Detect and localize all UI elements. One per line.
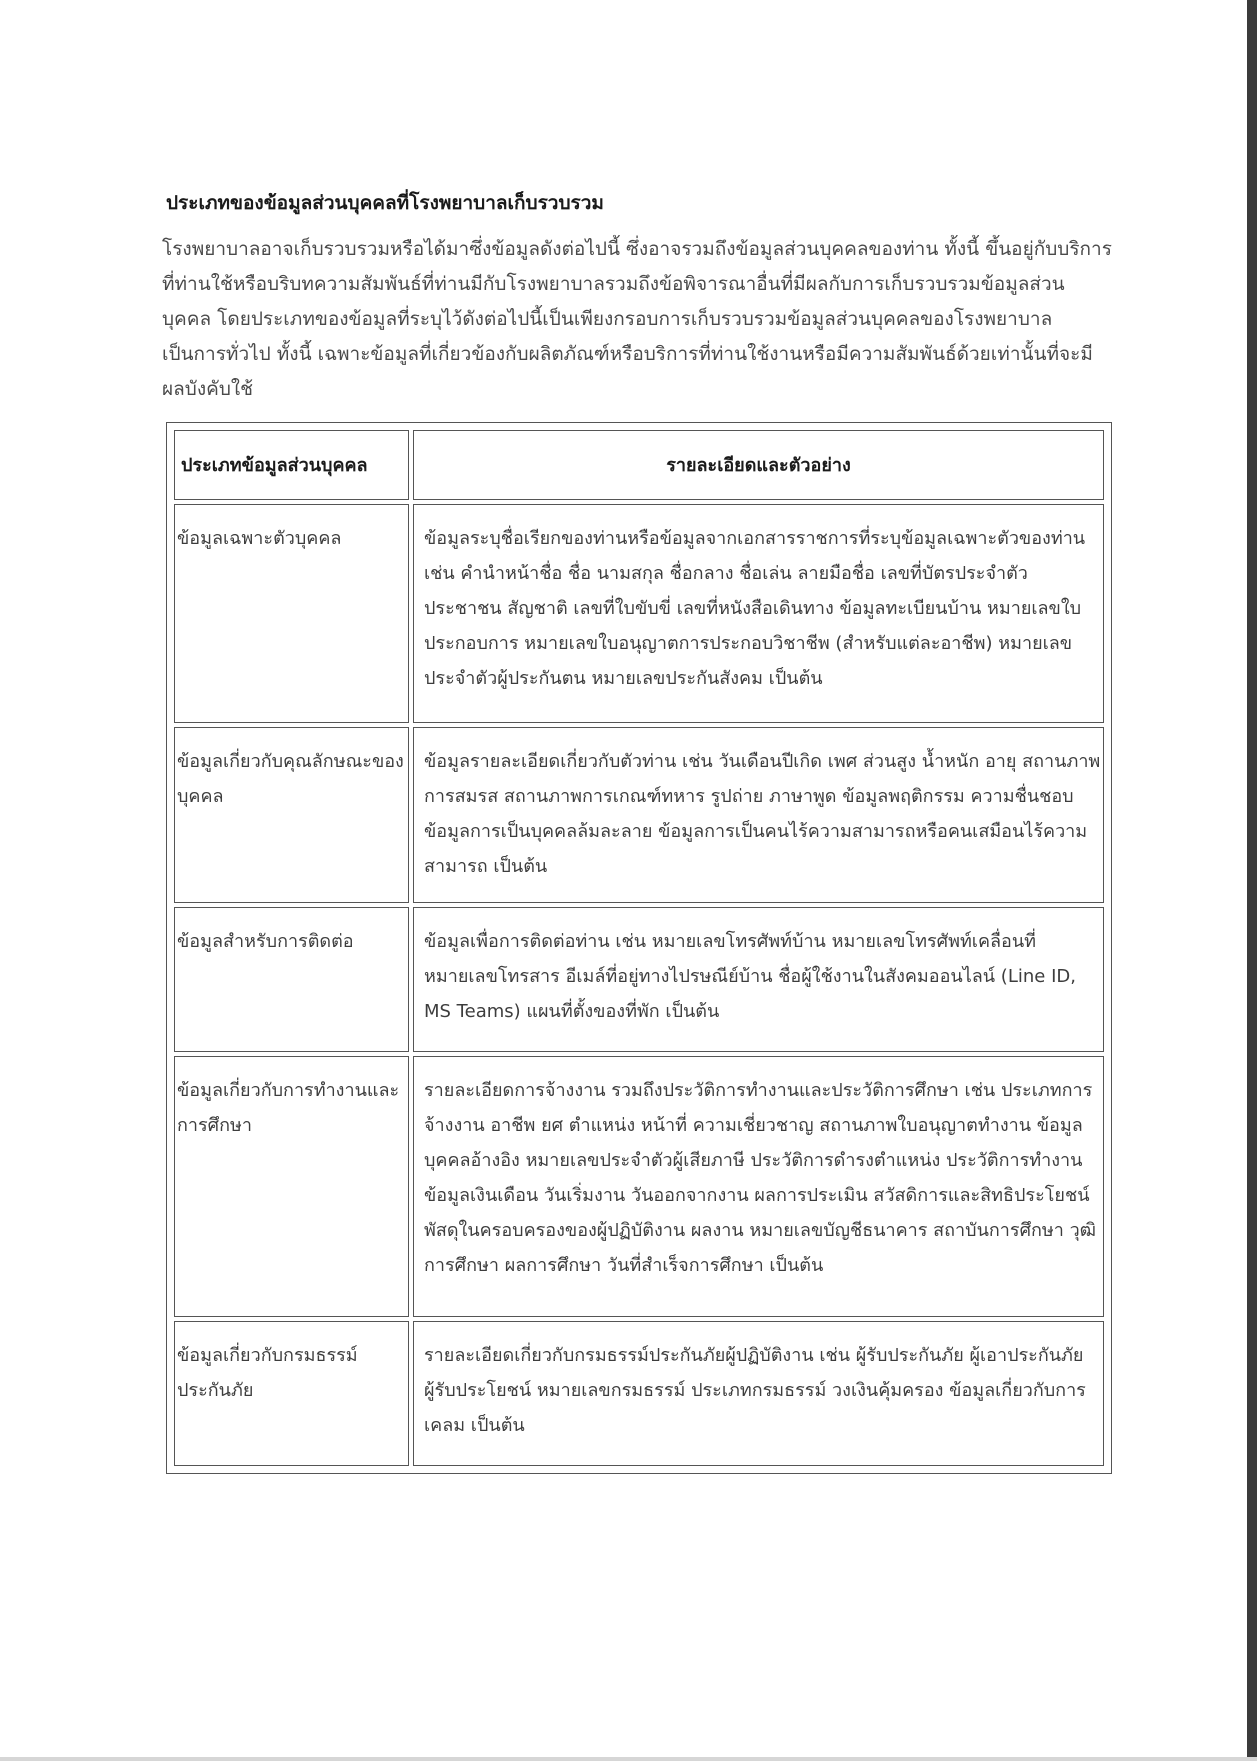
section-title: ประเภทของข้อมูลส่วนบุคคลที่โรงพยาบาลเก็บรวบรวม: [166, 192, 604, 214]
row-detail: ข้อมูลรายละเอียดเกี่ยวกับตัวท่าน เช่น วันเดือนปีเกิด เพศ ส่วนสูง น้ำหนัก อายุ สถานภาพการสมรส สถานภาพการเกณฑ์ทหาร รูปถ่าย ภาษาพูด ข้อมูลพฤติกรรม ความชื่นชอบ ข้อมูลการเป็นบุคคลล้มละลาย ข้อมูลการเป็นคนไร้ความสามารถหรือคนเสมือนไร้ความสามารถ เป็นต้น: [413, 727, 1104, 903]
table-row: [174, 1321, 1104, 1466]
table-row: [174, 504, 1104, 723]
row-data-type: ข้อมูลสำหรับการติดต่อ: [174, 907, 409, 1052]
header-detail: รายละเอียดและตัวอย่าง: [413, 430, 1104, 500]
table-row: [174, 907, 1104, 1052]
table-row: [174, 1056, 1104, 1317]
row-detail: รายละเอียดเกี่ยวกับกรมธรรม์ประกันภัยผู้ปฏิบัติงาน เช่น ผู้รับประกันภัย ผู้เอาประกันภัย ผู้รับประโยชน์ หมายเลขกรมธรรม์ ประเภทกรมธรรม์ วงเงินคุ้มครอง ข้อมูลเกี่ยวกับการเคลม เป็นต้น: [413, 1321, 1104, 1466]
row-data-type: ข้อมูลเฉพาะตัวบุคคล: [174, 504, 409, 723]
header-data-type: ประเภทข้อมูลส่วนบุคคล: [174, 430, 409, 500]
row-detail: รายละเอียดการจ้างงาน รวมถึงประวัติการทำงานและประวัติการศึกษา เช่น ประเภทการจ้างงาน อาชีพ ยศ ตำแหน่ง หน้าที่ ความเชี่ยวชาญ สถานภาพใบอนุญาตทำงาน ข้อมูลบุคคลอ้างอิง หมายเลขประจำตัวผู้เสียภาษี ประวัติการดำรงตำแหน่ง ประวัติการทำงาน ข้อมูลเงินเดือน วันเริ่มงาน วันออกจากงาน ผลการประเมิน สวัสดิการและสิทธิประโยชน์ พัสดุในครอบครองของผู้ปฏิบัติงาน ผลงาน หมายเลขบัญชีธนาคาร สถาบันการศึกษา วุฒิการศึกษา ผลการศึกษา วันที่สำเร็จการศึกษา เป็นต้น: [413, 1056, 1104, 1317]
row-data-type: ข้อมูลเกี่ยวกับคุณลักษณะของบุคคล: [174, 727, 409, 903]
personal-data-table-frame: [166, 422, 1112, 1474]
row-detail: ข้อมูลระบุชื่อเรียกของท่านหรือข้อมูลจากเอกสารราชการที่ระบุข้อมูลเฉพาะตัวของท่าน เช่น คำนำหน้าชื่อ ชื่อ นามสกุล ชื่อกลาง ชื่อเล่น ลายมือชื่อ เลขที่บัตรประจำตัวประชาชน สัญชาติ เลขที่ใบขับขี่ เลขที่หนังสือเดินทาง ข้อมูลทะเบียนบ้าน หมายเลขใบประกอบการ หมายเลขใบอนุญาตการประกอบวิชาชีพ (สำหรับแต่ละอาชีพ) หมายเลขประจำตัวผู้ประกันตน หมายเลขประกันสังคม เป็นต้น: [413, 504, 1104, 723]
personal-data-table: [170, 426, 1108, 1470]
intro-paragraph: โรงพยาบาลอาจเก็บรวบรวมหรือได้มาซึ่งข้อมูลดังต่อไปนี้ ซึ่งอาจรวมถึงข้อมูลส่วนบุคคลของท่าน ทั้งนี้ ขึ้นอยู่กับบริการที่ท่านใช้หรือบริบทความสัมพันธ์ที่ท่านมีกับโรงพยาบาลรวมถึงข้อพิจารณาอื่นที่มีผลกับการเก็บรวบรวมข้อมูลส่วนบุคคล โดยประเภทของข้อมูลที่ระบุไว้ดังต่อไปนี้เป็นเพียงกรอบการเก็บรวบรวมข้อมูลส่วนบุคคลของโรงพยาบาลเป็นการทั่วไป ทั้งนี้ เฉพาะข้อมูลที่เกี่ยวข้องกับผลิตภัณฑ์หรือบริการที่ท่านใช้งานหรือมีความสัมพันธ์ด้วยเท่านั้นที่จะมีผลบังคับใช้: [162, 238, 1112, 400]
table-row: [174, 727, 1104, 903]
row-data-type: ข้อมูลเกี่ยวกับการทำงานและการศึกษา: [174, 1056, 409, 1317]
row-detail: ข้อมูลเพื่อการติดต่อท่าน เช่น หมายเลขโทรศัพท์บ้าน หมายเลขโทรศัพท์เคลื่อนที่ หมายเลขโทรสาร อีเมล์ที่อยู่ทางไปรษณีย์บ้าน ชื่อผู้ใช้งานในสังคมออนไลน์ (Line ID, MS Teams) แผนที่ตั้งของที่พัก เป็นต้น: [413, 907, 1104, 1052]
row-data-type: ข้อมูลเกี่ยวกับกรมธรรม์ประกันภัย: [174, 1321, 409, 1466]
scan-edge-right: [1247, 0, 1257, 1761]
scan-edge-bottom: [0, 1757, 1257, 1761]
table-header-row: [174, 430, 1104, 500]
